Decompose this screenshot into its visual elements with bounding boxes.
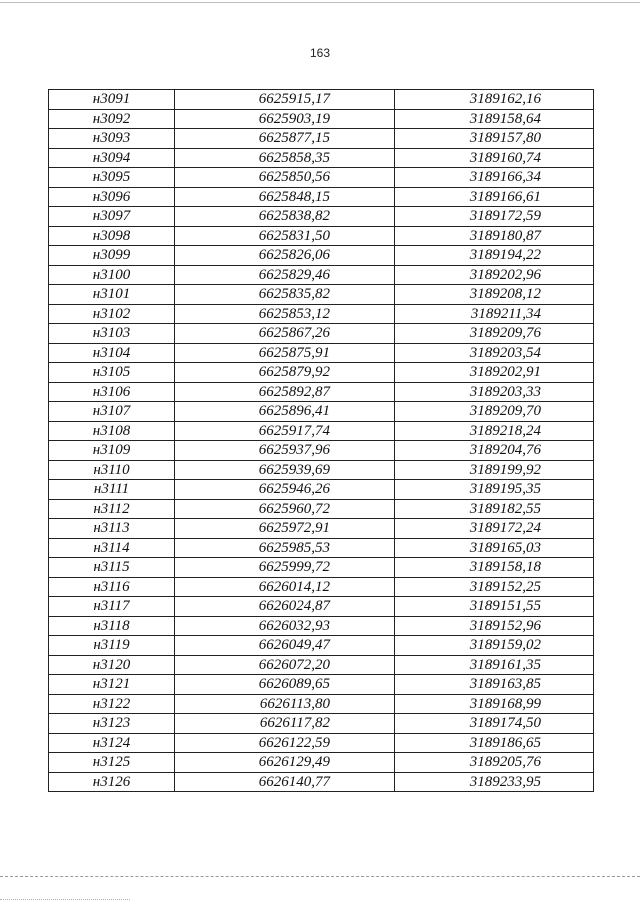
x-coordinate-cell: 6625915,17 (175, 90, 395, 110)
y-coordinate-cell: 3189209,70 (395, 402, 594, 422)
table-row (49, 597, 594, 617)
y-coordinate-cell: 3189205,76 (395, 753, 594, 773)
table-row (49, 402, 594, 422)
y-coordinate-cell: 3189157,80 (395, 129, 594, 149)
y-coordinate-cell: 3189159,02 (395, 636, 594, 656)
y-coordinate-cell: 3189218,24 (395, 421, 594, 441)
table-row (49, 733, 594, 753)
x-coordinate-cell: 6625903,19 (175, 109, 395, 129)
y-coordinate-cell: 3189162,16 (395, 90, 594, 110)
scan-edge-bottom (0, 876, 640, 877)
table-row (49, 519, 594, 539)
y-coordinate-cell: 3189182,55 (395, 499, 594, 519)
x-coordinate-cell: 6625985,53 (175, 538, 395, 558)
x-coordinate-cell: 6625892,87 (175, 382, 395, 402)
point-name-cell: н3103 (49, 324, 175, 344)
y-coordinate-cell: 3189151,55 (395, 597, 594, 617)
y-coordinate-cell: 3189186,65 (395, 733, 594, 753)
table-row (49, 714, 594, 734)
scan-edge-bottom-mark (0, 899, 130, 900)
y-coordinate-cell: 3189152,96 (395, 616, 594, 636)
table-row (49, 636, 594, 656)
y-coordinate-cell: 3189158,18 (395, 558, 594, 578)
table-row (49, 558, 594, 578)
table-row (49, 148, 594, 168)
point-name-cell: н3114 (49, 538, 175, 558)
x-coordinate-cell: 6626032,93 (175, 616, 395, 636)
point-name-cell: н3123 (49, 714, 175, 734)
point-name-cell: н3124 (49, 733, 175, 753)
y-coordinate-cell: 3189204,76 (395, 441, 594, 461)
page-number: 163 (309, 46, 331, 60)
x-coordinate-cell: 6625877,15 (175, 129, 395, 149)
x-coordinate-cell: 6626117,82 (175, 714, 395, 734)
y-coordinate-cell: 3189158,64 (395, 109, 594, 129)
point-name-cell: н3104 (49, 343, 175, 363)
table-row (49, 480, 594, 500)
y-coordinate-cell: 3189160,74 (395, 148, 594, 168)
y-coordinate-cell: 3189203,33 (395, 382, 594, 402)
point-name-cell: н3102 (49, 304, 175, 324)
table-row (49, 363, 594, 383)
table-row (49, 304, 594, 324)
x-coordinate-cell: 6626113,80 (175, 694, 395, 714)
x-coordinate-cell: 6625946,26 (175, 480, 395, 500)
y-coordinate-cell: 3189166,34 (395, 168, 594, 188)
point-name-cell: н3107 (49, 402, 175, 422)
x-coordinate-cell: 6626140,77 (175, 772, 395, 792)
y-coordinate-cell: 3189202,91 (395, 363, 594, 383)
table-row (49, 694, 594, 714)
x-coordinate-cell: 6625835,82 (175, 285, 395, 305)
table-row (49, 753, 594, 773)
x-coordinate-cell: 6626024,87 (175, 597, 395, 617)
x-coordinate-cell: 6626089,65 (175, 675, 395, 695)
table-row (49, 421, 594, 441)
point-name-cell: н3094 (49, 148, 175, 168)
point-name-cell: н3125 (49, 753, 175, 773)
point-name-cell: н3109 (49, 441, 175, 461)
y-coordinate-cell: 3189165,03 (395, 538, 594, 558)
x-coordinate-cell: 6625960,72 (175, 499, 395, 519)
x-coordinate-cell: 6626072,20 (175, 655, 395, 675)
point-name-cell: н3122 (49, 694, 175, 714)
scan-edge-top (0, 2, 640, 3)
y-coordinate-cell: 3189161,35 (395, 655, 594, 675)
x-coordinate-cell: 6625896,41 (175, 402, 395, 422)
x-coordinate-cell: 6625879,92 (175, 363, 395, 383)
table-row (49, 382, 594, 402)
table-row (49, 129, 594, 149)
x-coordinate-cell: 6626129,49 (175, 753, 395, 773)
table-row (49, 90, 594, 110)
y-coordinate-cell: 3189172,24 (395, 519, 594, 539)
y-coordinate-cell: 3189209,76 (395, 324, 594, 344)
x-coordinate-cell: 6625850,56 (175, 168, 395, 188)
x-coordinate-cell: 6626014,12 (175, 577, 395, 597)
y-coordinate-cell: 3189195,35 (395, 480, 594, 500)
x-coordinate-cell: 6625972,91 (175, 519, 395, 539)
coordinates-table-body (49, 90, 594, 792)
table-row (49, 207, 594, 227)
point-name-cell: н3120 (49, 655, 175, 675)
point-name-cell: н3111 (49, 480, 175, 500)
y-coordinate-cell: 3189211,34 (395, 304, 594, 324)
point-name-cell: н3118 (49, 616, 175, 636)
table-row (49, 265, 594, 285)
point-name-cell: н3101 (49, 285, 175, 305)
table-row (49, 675, 594, 695)
table-row (49, 441, 594, 461)
table-row (49, 168, 594, 188)
table-row (49, 772, 594, 792)
point-name-cell: н3112 (49, 499, 175, 519)
x-coordinate-cell: 6625875,91 (175, 343, 395, 363)
point-name-cell: н3126 (49, 772, 175, 792)
y-coordinate-cell: 3189203,54 (395, 343, 594, 363)
x-coordinate-cell: 6625999,72 (175, 558, 395, 578)
x-coordinate-cell: 6625858,35 (175, 148, 395, 168)
y-coordinate-cell: 3189180,87 (395, 226, 594, 246)
point-name-cell: н3110 (49, 460, 175, 480)
table-row (49, 187, 594, 207)
point-name-cell: н3105 (49, 363, 175, 383)
y-coordinate-cell: 3189172,59 (395, 207, 594, 227)
x-coordinate-cell: 6625829,46 (175, 265, 395, 285)
table-row (49, 109, 594, 129)
y-coordinate-cell: 3189202,96 (395, 265, 594, 285)
x-coordinate-cell: 6626049,47 (175, 636, 395, 656)
point-name-cell: н3106 (49, 382, 175, 402)
table-row (49, 226, 594, 246)
point-name-cell: н3097 (49, 207, 175, 227)
x-coordinate-cell: 6625838,82 (175, 207, 395, 227)
point-name-cell: н3092 (49, 109, 175, 129)
table-row (49, 285, 594, 305)
y-coordinate-cell: 3189194,22 (395, 246, 594, 266)
point-name-cell: н3095 (49, 168, 175, 188)
x-coordinate-cell: 6625939,69 (175, 460, 395, 480)
point-name-cell: н3121 (49, 675, 175, 695)
point-name-cell: н3117 (49, 597, 175, 617)
point-name-cell: н3098 (49, 226, 175, 246)
x-coordinate-cell: 6625848,15 (175, 187, 395, 207)
y-coordinate-cell: 3189163,85 (395, 675, 594, 695)
y-coordinate-cell: 3189208,12 (395, 285, 594, 305)
table-row (49, 460, 594, 480)
y-coordinate-cell: 3189233,95 (395, 772, 594, 792)
table-row (49, 538, 594, 558)
x-coordinate-cell: 6625937,96 (175, 441, 395, 461)
table-row (49, 655, 594, 675)
x-coordinate-cell: 6625917,74 (175, 421, 395, 441)
y-coordinate-cell: 3189199,92 (395, 460, 594, 480)
table-row (49, 577, 594, 597)
x-coordinate-cell: 6625853,12 (175, 304, 395, 324)
point-name-cell: н3108 (49, 421, 175, 441)
y-coordinate-cell: 3189174,50 (395, 714, 594, 734)
point-name-cell: н3113 (49, 519, 175, 539)
point-name-cell: н3100 (49, 265, 175, 285)
point-name-cell: н3096 (49, 187, 175, 207)
x-coordinate-cell: 6625826,06 (175, 246, 395, 266)
table-row (49, 616, 594, 636)
y-coordinate-cell: 3189152,25 (395, 577, 594, 597)
x-coordinate-cell: 6626122,59 (175, 733, 395, 753)
table-row (49, 246, 594, 266)
point-name-cell: н3091 (49, 90, 175, 110)
y-coordinate-cell: 3189166,61 (395, 187, 594, 207)
point-name-cell: н3099 (49, 246, 175, 266)
coordinates-table (48, 89, 594, 792)
table-row (49, 324, 594, 344)
point-name-cell: н3093 (49, 129, 175, 149)
y-coordinate-cell: 3189168,99 (395, 694, 594, 714)
table-row (49, 343, 594, 363)
x-coordinate-cell: 6625831,50 (175, 226, 395, 246)
point-name-cell: н3116 (49, 577, 175, 597)
x-coordinate-cell: 6625867,26 (175, 324, 395, 344)
point-name-cell: н3115 (49, 558, 175, 578)
table-row (49, 499, 594, 519)
point-name-cell: н3119 (49, 636, 175, 656)
